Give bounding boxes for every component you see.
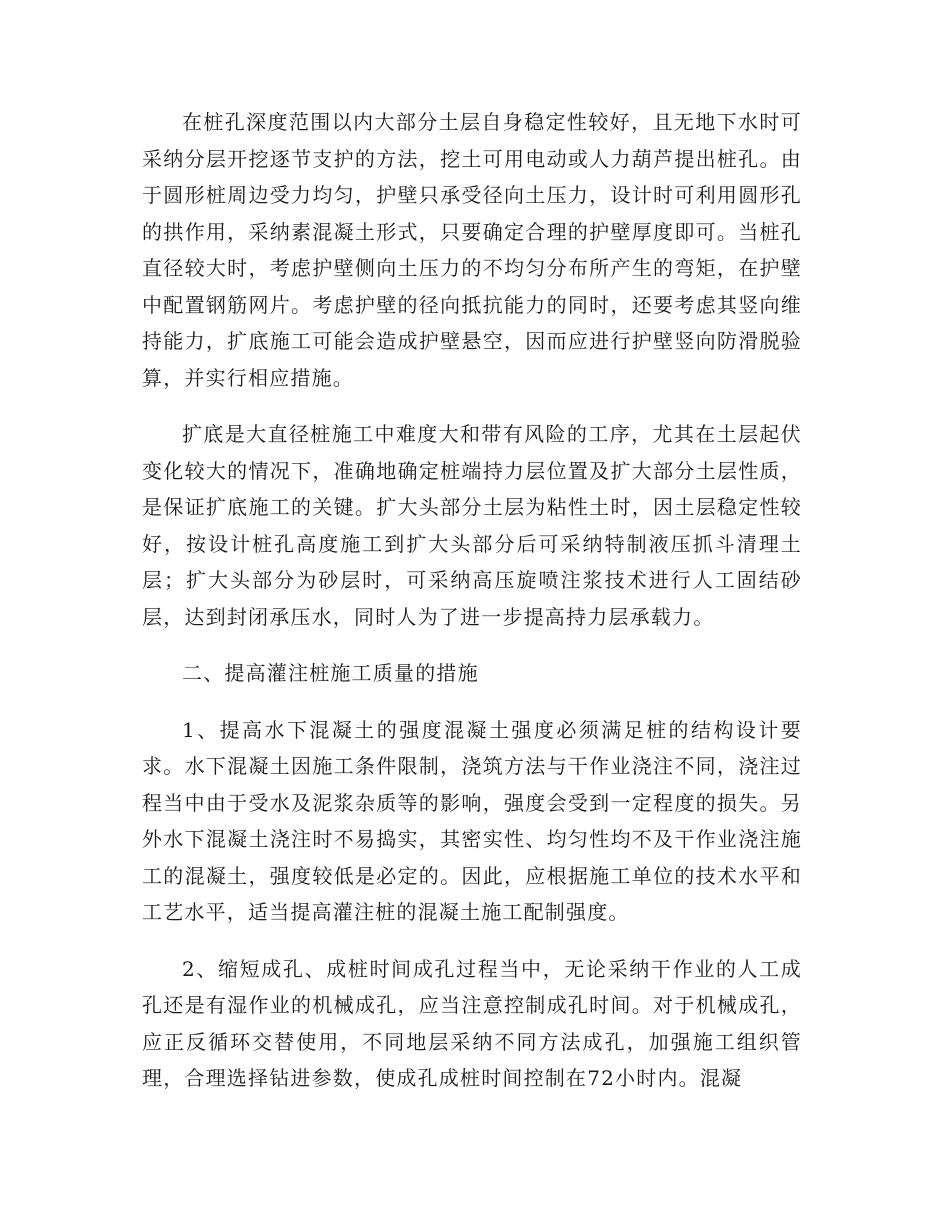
document-body <box>142 104 802 1117</box>
section-heading-quality-measures: 二、提高灌注桩施工质量的措施 <box>182 661 479 685</box>
paragraph-shorten-time: 2、缩短成孔、成桩时间成孔过程当中，无论采纳干作业的人工成孔还是有湿作业的机械成孔，应当注意控制成孔时间。对于机械成孔，应正反循环交替使用，不同地层采纳不同方法成孔，加强施工组织管理，合理选择钻进参数，使成孔成桩时间控制在72小时内。混凝 <box>142 956 802 1090</box>
paragraph-base-expansion: 扩底是大直径桩施工中难度大和带有风险的工序，尤其在土层起伏变化较大的情况下，准确地确定桩端持力层位置及扩大部分土层性质，是保证扩底施工的关键。扩大头部分土层为粘性土时，因土层稳定性较好，按设计桩孔高度施工到扩大头部分后可采纳特制液压抓斗清理土层；扩大头部分为砂层时，可采纳高压旋喷注浆技术进行人工固结砂层，达到封闭承压水，同时人为了进一步提高持力层承载力。 <box>142 422 802 629</box>
paragraph-pile-wall-support: 在桩孔深度范围以内大部分土层自身稳定性较好，且无地下水时可采纳分层开挖逐节支护的方法，挖土可用电动或人力葫芦提出桩孔。由于圆形桩周边受力均匀，护壁只承受径向土压力，设计时可利用圆形孔的拱作用，采纳素混凝土形式，只要确定合理的护壁厚度即可。当桩孔直径较大时，考虑护壁侧向土压力的不均匀分布所产生的弯矩，在护壁中配置钢筋网片。考虑护壁的径向抵抗能力的同时，还要考虑其竖向维持能力，扩底施工可能会造成护壁悬空，因而应进行护壁竖向防滑脱验算，并实行相应措施。 <box>142 110 802 390</box>
paragraph-concrete-strength: 1、提高水下混凝土的强度混凝土强度必须满足桩的结构设计要求。水下混凝土因施工条件限制，浇筑方法与干作业浇注不同，浇注过程当中由于受水及泥浆杂质等的影响，强度会受到一定程度的损失。另外水下混凝土浇注时不易捣实，其密实性、均匀性均不及干作业浇注施工的混凝土，强度较低是必定的。因此，应根据施工单位的技术水平和工艺水平，适当提高灌注桩的混凝土施工配制强度。 <box>142 717 802 924</box>
